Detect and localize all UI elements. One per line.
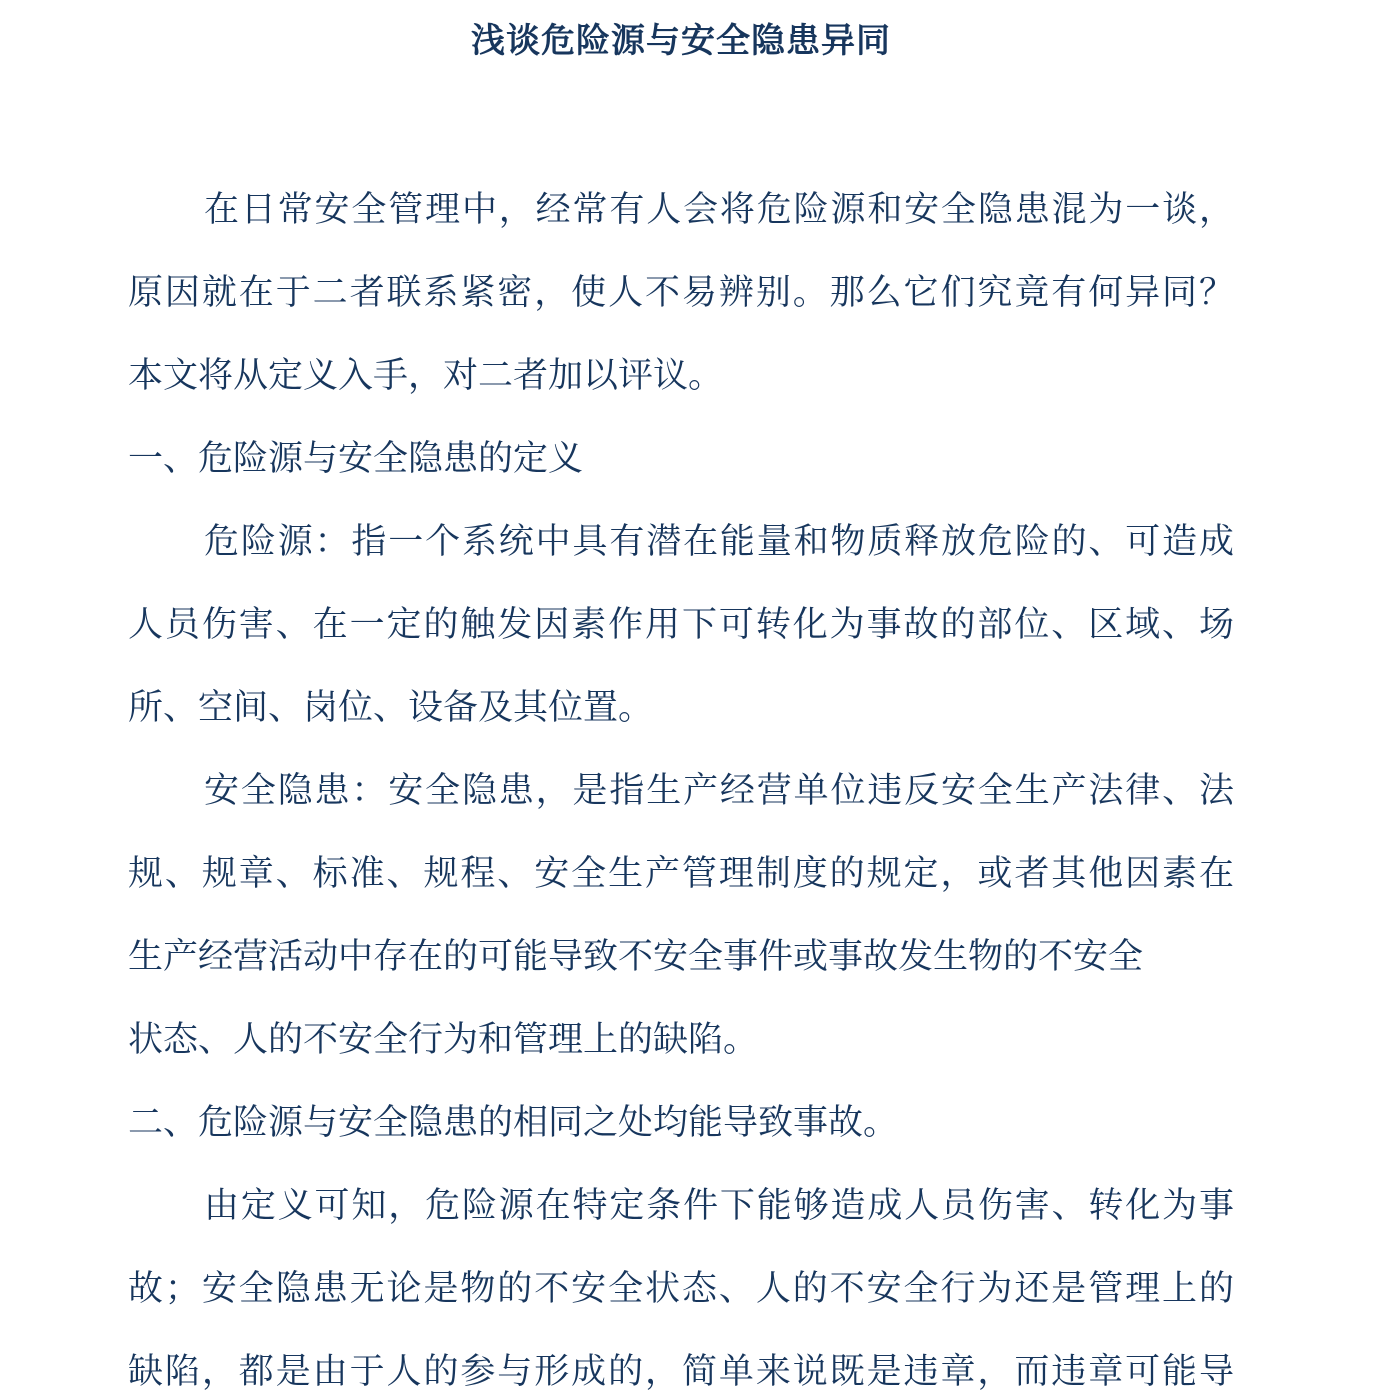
paragraph-line: 规、规章、标准、规程、安全生产管理制度的规定，或者其他因素在 (128, 854, 1234, 894)
paragraph-line: 生产经营活动中存在的可能导致不安全事件或事故发生物的不安全 (128, 937, 1144, 977)
paragraph-line: 状态、人的不安全行为和管理上的缺陷。 (128, 1020, 759, 1060)
paragraph-line: 在日常安全管理中，经常有人会将危险源和安全隐患混为一谈， (204, 190, 1234, 230)
paragraph-line: 由定义可知，危险源在特定条件下能够造成人员伤害、转化为事 (204, 1186, 1234, 1226)
paragraph-line: 所、空间、岗位、设备及其位置。 (128, 688, 654, 728)
paragraph-line: 故；安全隐患无论是物的不安全状态、人的不安全行为还是管理上的 (128, 1269, 1234, 1309)
paragraph-line: 本文将从定义入手，对二者加以评议。 (128, 356, 724, 396)
paragraph-line: 人员伤害、在一定的触发因素作用下可转化为事故的部位、区域、场 (128, 605, 1234, 645)
paragraph-line: 原因就在于二者联系紧密，使人不易辨别。那么它们究竟有何异同？ (128, 273, 1234, 313)
document-title: 浅谈危险源与安全隐患异同 (471, 21, 891, 61)
section-heading: 一、危险源与安全隐患的定义 (128, 439, 584, 479)
paragraph-line: 缺陷，都是由于人的参与形成的，简单来说既是违章，而违章可能导 (128, 1352, 1234, 1392)
section-heading: 二、危险源与安全隐患的相同之处均能导致事故。 (128, 1103, 899, 1143)
document-body (128, 0, 1234, 1397)
paragraph-line: 危险源：指一个系统中具有潜在能量和物质释放危险的、可造成 (204, 522, 1234, 562)
paragraph-line: 安全隐患：安全隐患，是指生产经营单位违反安全生产法律、法 (204, 771, 1234, 811)
